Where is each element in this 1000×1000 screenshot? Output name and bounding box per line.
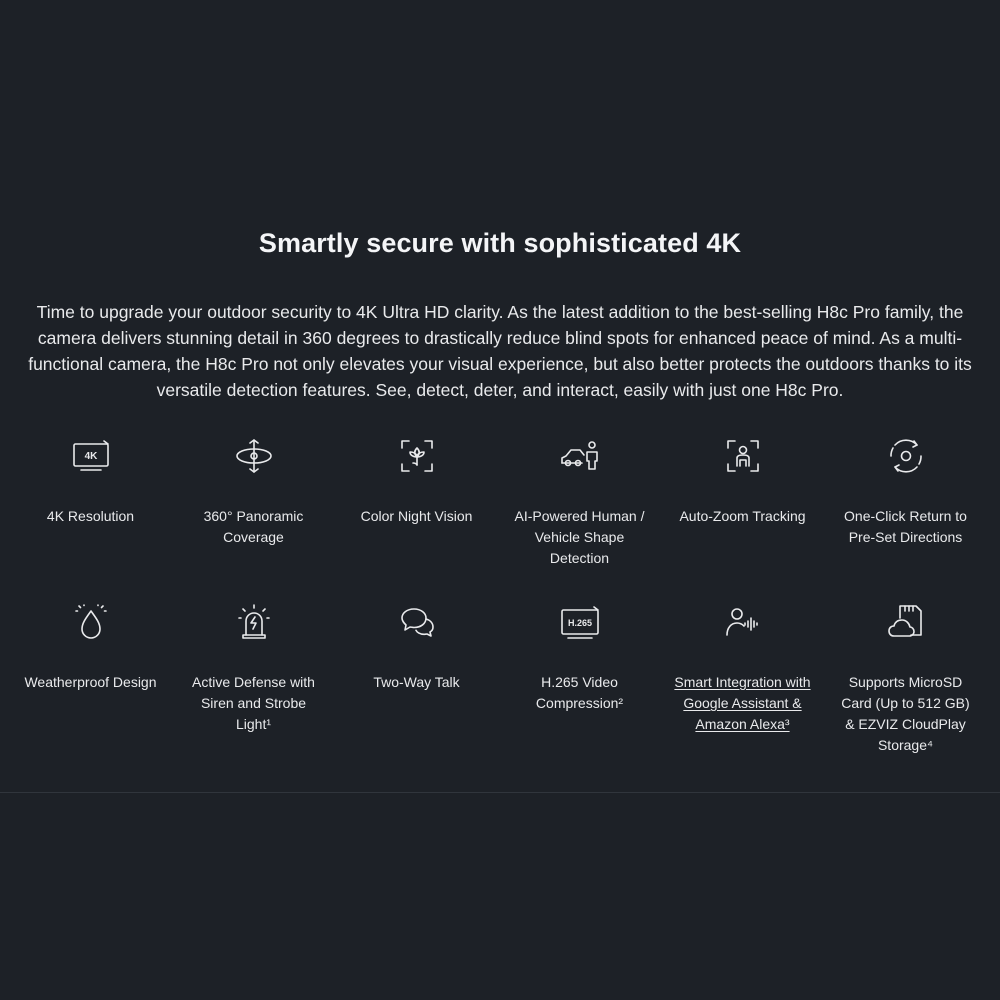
sd-card-cloud-icon [886,602,926,642]
feature-label: One-Click Return to Pre-Set Directions [844,508,967,545]
zoom-tracking-icon [723,436,763,476]
feature-color-night-vision [335,436,498,569]
siren-icon [234,602,274,642]
section-title: Smartly secure with sophisticated 4K [258,228,742,258]
return-position-icon [886,436,926,476]
panoramic-rotation-icon [234,436,274,476]
feature-h265 [498,602,661,756]
svg-text:H.265: H.265 [567,618,592,628]
feature-label: AI-Powered Human / Vehicle Shape Detection [514,508,645,566]
section-intro: Time to upgrade your outdoor security to 4K Ultra HD clarity. As the latest addition to the best-selling H8c Pro family, the camera delivers stunning detail in 360 degrees to drastically reduce blind spots for enhanced peace of mind. As a multi-functional camera, the H8c Pro not only elevates your visual experience, but also better protects the outdoors thanks to its versatile detection features. See, detect, deter, and interact, easily with just one H8c Pro. [28,302,972,400]
feature-label: H.265 Video Compression² [535,674,624,711]
voice-assistant-icon [723,602,763,642]
feature-label: Supports MicroSD Card (Up to 512 GB) & EZVIZ CloudPlay Storage⁴ [841,674,970,753]
night-vision-flower-icon [397,436,437,476]
section-divider [0,792,1000,793]
feature-human-vehicle-detection [498,436,661,569]
feature-smart-integration[interactable] [661,602,824,756]
feature-return-preset [824,436,987,569]
feature-label: 360° Panoramic Coverage [203,508,304,545]
feature-label: Color Night Vision [360,508,473,524]
4k-monitor-icon [71,436,111,476]
chat-bubbles-icon [397,602,437,642]
feature-label: Auto-Zoom Tracking [679,508,806,524]
feature-storage [824,602,987,756]
svg-text:4K: 4K [84,451,97,462]
water-drop-icon [71,602,111,642]
feature-auto-zoom-tracking [661,436,824,569]
smart-integration-link[interactable]: Smart Integration with Google Assistant & Amazon Alexa³ [674,674,811,732]
feature-row-1 [9,436,987,569]
feature-label: Active Defense with Siren and Strobe Light¹ [192,674,315,732]
feature-label: Weatherproof Design [24,674,157,690]
feature-two-way-talk [335,602,498,756]
feature-panoramic [172,436,335,569]
feature-active-defense [172,602,335,756]
feature-label: 4K Resolution [46,508,135,524]
h265-icon [560,602,600,642]
feature-weatherproof [9,602,172,756]
human-vehicle-icon [560,436,600,476]
feature-label: Two-Way Talk [373,674,460,690]
feature-4k-resolution [9,436,172,569]
feature-row-2 [9,602,987,756]
